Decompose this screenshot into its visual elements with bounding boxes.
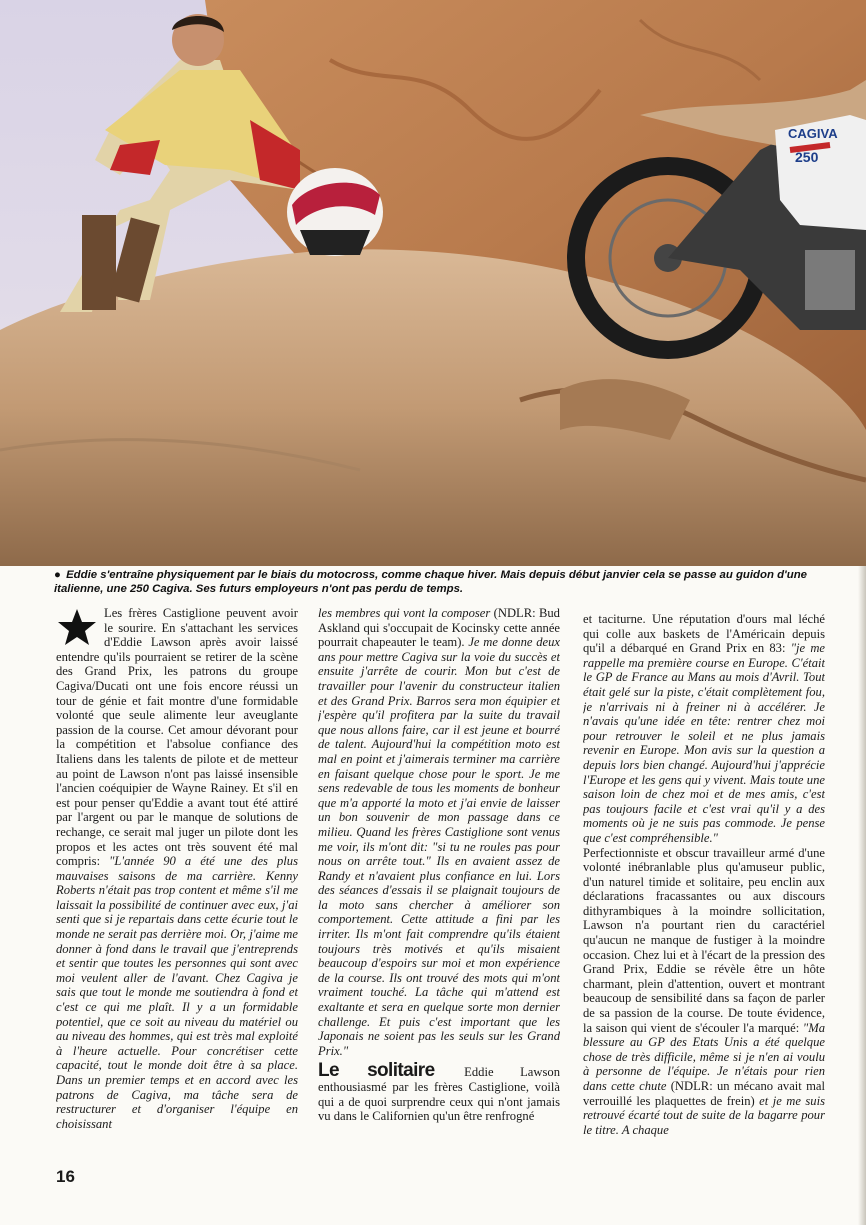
lawson-quote-2: "je me rappelle ma première course en Europe. C'était le GP de France au Mans au mois d'Avril. Tout était gelé sur la piste, c'était complètement fou, je n'arrivais ni à freiner ni à accélérer. Je n'avais qu'une idée en tête: rentrer chez moi pour retrouver le soleil et ne plus jamais revenir en Europe. Mon avis sur la question a depuis lors bien changé. Aujourd'hui j'apprécie l'Europe et les gens qui y vivent. Mais toute une saison loin de chez moi et de mes amis, c'est pas toujours facile et c'est vrai qu'il y a des moments où je ne suis pas commode. Je pense que c'est compréhensible." [583,641,825,845]
helmet [287,168,383,256]
article-column-3 [583,612,825,1172]
editor-note-2: (NDLR: un mécano avait mal verrouillé les plaquettes de frein) [583,1079,825,1108]
character-paragraph: Perfectionniste et obscur travailleur armé d'une volonté inébranlable plus qu'amuseur public, d'un naturel timide et solitaire, peu enclin aux déclarations fracassantes ou aux discours dithyrambiques à la moindre sollicitation, Lawson n'a pourtant rien du caractériel qu'aucun ne manque de fustiger à la moindre occasion. Chez lui et à l'écart de la pression des Grand Prix, Eddie se révèle être un hôte charmant, plein d'attention, ouvert et montrant beaucoup de sensibilité dans sa façon de parler de sa passion de la course. De toute évidence, la saison qui vient de s'écouler l'a marqué: [583,845,825,1035]
solitaire-paragraph: Eddie Lawson enthousiasmé par les frères Castiglione, voilà qui a de quoi surprendre ceux qui n'ont jamais vu dans le Californien qu'un être renfrogné [318,1065,560,1124]
caption-text: Eddie s'entraîne physiquement par le biais du motocross, comme chaque hiver. Mais depuis début janvier cela se passe au guidon d'une italienne, une 250 Cagiva. Ses futurs employeurs n'ont pas perdu de temps. [54,569,808,595]
article-column-1 [56,606,298,1166]
bike-number-label: 250 [795,149,819,165]
lawson-quote-1-cont: les membres qui vont la composer [318,606,491,620]
caption-bullet: ● [54,569,61,581]
star-icon [56,608,98,646]
subhead-le-solitaire: Le solitaire [318,1060,435,1082]
reputation-paragraph: et taciturne. Une réputation d'ours mal léché qui colle aux baskets de l'Américain depuis qu'il a débarqué en Grand Prix en 83: [583,612,825,656]
page-number: 16 [56,1167,75,1186]
editor-note-1: (NDLR: Bud Askland qui s'occupait de Kocinsky cette année pourrait chapeauter le team). [318,606,560,650]
lawson-quote-3: "Ma blessure au GP des Etats Unis a été quelque chose de très difficile, même si je n'en ai voulu à personne de l'équipe. Je n'étais pour rien dans cette chute [583,1020,825,1093]
photo-caption [54,568,854,596]
lawson-quote-1: "L'année 90 a été une des plus mauvaises saisons de ma carrière. Kenny Roberts n'était pas trop content et même s'il me laissait la possibilité de continuer avec eux, j'ai senti que si je repartais dans cette écurie tout le monde ne serait pas derrière moi. Or, j'aime me donner à fond dans le travail que j'entreprends et sentir que toutes les personnes qui sont avec moi veulent aller de l'avant. Chez Cagiva je sais que tout le monde me soutiendra à fond et c'est ce qui me plaît. Il y a un formidable potentiel, que ce soit au niveau du matériel ou au niveau des hommes, qui est très mal exploité à l'heure actuelle. Pour concrétiser cette capacité, tout le monde doit être à sa place. Dans un premier temps et en accord avec les patrons de Cagiva, ma tâche sera de restructurer et d'organiser l'équipe en choisissant [56,854,298,1131]
lawson-quote-3-end: et je me suis retrouvé écarté tout de suite de la bagarre pour le titre. A chaque [583,1093,825,1137]
bike-brand-label: CAGIVA [788,126,838,141]
page-edge-shadow [858,566,866,1225]
article-column-2 [318,606,560,1166]
lawson-quote-1-end: Je me donne deux ans pour mettre Cagiva sur la voie du succès et ensuite j'arrête de courir. Mon but c'est de travailler pour l'avenir du constructeur italien et des Grand Prix. Barros sera mon équipier et j'espère qu'il profitera par la suite du travail que nous allons faire, car il est jeune et bourré de talent. Aujourd'hui la compétition moto est mal en point et j'aimerais terminer ma carrière en faisant quelque chose pour le sport. Je me sens redevable de tous les moments de bonheur que m'a apporté la moto et j'ai envie de laisser un bon souvenir de mon passage dans ce milieu. Quand les frères Castiglione sont venus me voir, ils m'ont dit: "si tu ne roules pas pour nous on arrête tout." Ils en avaient assez de Randy et n'avaient plus confiance en lui. Lors des séances d'essais il se plaignait toujours de la moto sans chercher à améliorer son comportement. Cette attitude a fini par les irriter. Ils m'ont fait comprendre qu'ils étaient toujours très motivés et qu'ils misaient beaucoup d'espoirs sur moi et mon expérience de la course. Ils ont trouvé des mots qui m'ont vraiment touché. La tâche qui m'attend est exaltante et sera en quelque sorte mon dernier challenge. Et puis c'est important que les Japonais ne soient pas les seuls sur les Grand Prix." [318,635,560,1058]
motocross-rider-photo [0,0,866,566]
intro-paragraph: Les frères Castiglione peuvent avoir le sourire. En s'attachant les services d'Eddie Lawson après avoir laissé entendre qu'ils pourraient se retirer de la scène des Grand Prix, les patrons du groupe Cagiva/Ducati ont une fois encore réussi un tour de génie et fait montre d'une formidable volonté que seule alimente leur aveuglante passion de la course. Cet amour dévorant pour la compétition et l'absolue confiance des Italiens dans les talents de pilote et de metteur au point de Lawson n'ont pas laissé insensible l'ancien coéquipier de Wayne Rainey. Et s'il en est pour penser qu'Eddie a avant tout été attiré par l'argent ou par le manque de solutions de rechange, ce serait mal juger un pilote dont les propos et les actes ont très souvent été mal compris: [56,606,298,869]
